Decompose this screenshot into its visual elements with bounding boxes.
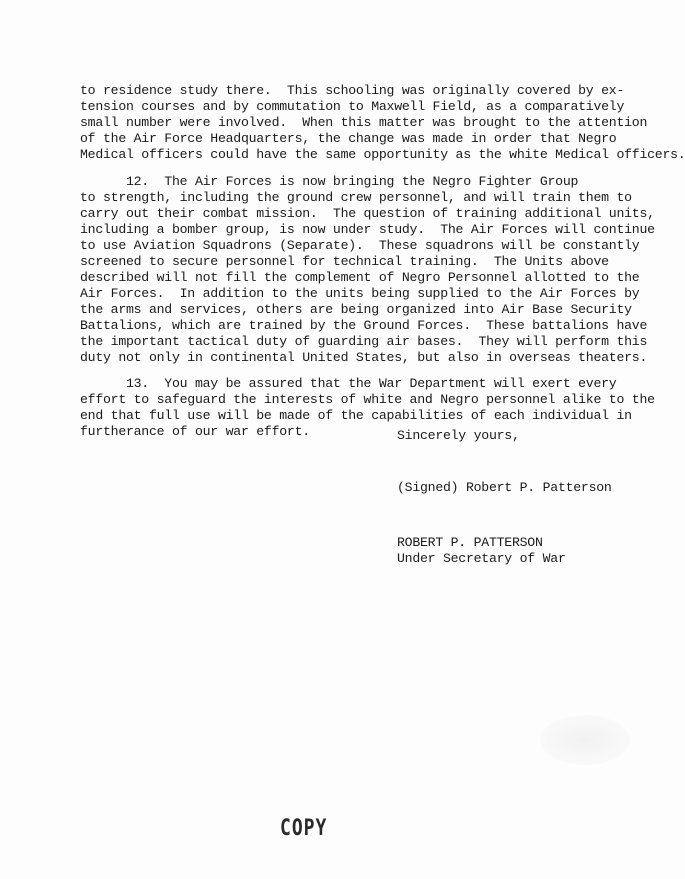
- signatory-title: Under Secretary of War: [397, 551, 566, 566]
- text-line: to strength, including the ground crew personnel, and will train them to: [80, 190, 632, 205]
- copy-stamp: COPY: [280, 815, 328, 842]
- text-line: the important tactical duty of guarding air bases. They will perform this: [80, 334, 648, 349]
- text-line: carry out their combat mission. The question of training additional units,: [80, 206, 655, 221]
- text-line: including a bomber group, is now under study. The Air Forces will continue: [80, 222, 655, 237]
- signatory-name: ROBERT P. PATTERSON: [397, 535, 543, 550]
- text-line: Air Forces. In addition to the units being supplied to the Air Forces by: [80, 286, 640, 301]
- text-line: effort to safeguard the interests of white and Negro personnel alike to the: [80, 392, 655, 407]
- text-line: end that full use will be made of the capabilities of each individual in: [80, 408, 632, 423]
- text-line: the arms and services, others are being organized into Air Base Security: [80, 302, 632, 317]
- text-line: 12. The Air Forces is now bringing the Negro Fighter Group: [80, 174, 579, 189]
- closing-salutation: Sincerely yours,: [397, 428, 520, 443]
- paper-smudge: [540, 715, 630, 765]
- text-line: to residence study there. This schooling was originally covered by ex-: [80, 83, 625, 98]
- text-line: 13. You may be assured that the War Department will exert every: [80, 376, 617, 391]
- text-line: Medical officers could have the same opportunity as the white Medical officers.: [80, 147, 685, 162]
- text-line: to use Aviation Squadrons (Separate). These squadrons will be constantly: [80, 238, 640, 253]
- text-line: of the Air Force Headquarters, the change was made in order that Negro: [80, 131, 617, 146]
- signature-line: (Signed) Robert P. Patterson: [397, 480, 612, 495]
- text-line: tension courses and by commutation to Maxwell Field, as a comparatively: [80, 99, 625, 114]
- text-line: duty not only in continental United States, but also in overseas theaters.: [80, 350, 648, 365]
- text-line: described will not fill the complement of Negro Personnel allotted to the: [80, 270, 640, 285]
- text-line: Battalions, which are trained by the Ground Forces. These battalions have: [80, 318, 648, 333]
- text-line: small number were involved. When this matter was brought to the attention: [80, 115, 648, 130]
- text-line: screened to secure personnel for technical training. The Units above: [80, 254, 609, 269]
- text-line: furtherance of our war effort.: [80, 424, 310, 439]
